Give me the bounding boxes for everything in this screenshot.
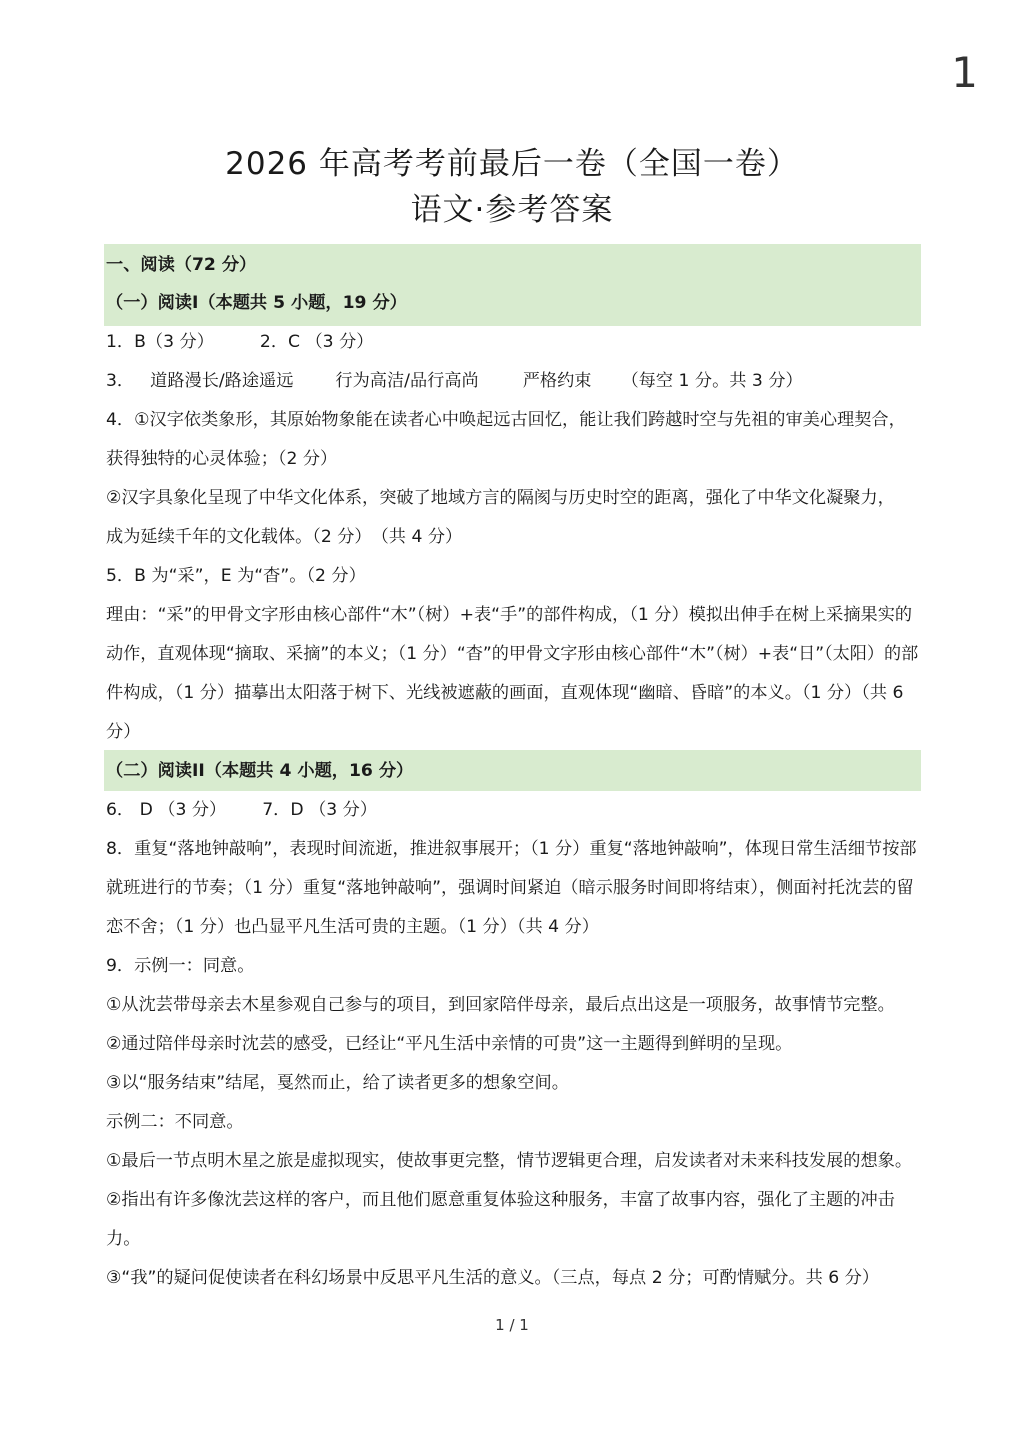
answer-q4-line: 4．①汉字依类象形，其原始物象能在读者心中唤起远古回忆，能让我们跨越时空与先祖的审美心理契合，	[106, 410, 906, 430]
corner-page-number: 1	[951, 48, 978, 97]
answer-q3-number: 3．	[106, 371, 135, 391]
answer-q9-line: 力。	[106, 1229, 141, 1249]
answer-q4-line: 获得独特的心灵体验；（2 分）	[106, 449, 338, 469]
answer-q5-line: 理由：“采”的甲骨文字形由核心部件“木”（树）+表“手”的部件构成，（1 分）模拟出伸手在树上采摘果实的	[106, 605, 913, 625]
answer-q8-line: 恋不舍；（1 分）也凸显平凡生活可贵的主题。（1 分）（共 4 分）	[106, 917, 599, 937]
answer-q3-blank-3: 严格约束	[522, 371, 592, 391]
answer-q5-line: 件构成，（1 分）描摹出太阳落于树下、光线被遮蔽的画面，直观体现“幽暗、昏暗”的本义。（1 分）（共 6	[106, 683, 904, 703]
answer-q9-line: 9．示例一：同意。	[106, 956, 255, 976]
document-title: 2026 年高考考前最后一卷（全国一卷）	[225, 146, 799, 182]
answer-q5-line: 分）	[106, 722, 141, 742]
answer-q9-line: ②通过陪伴母亲时沈芸的感受，已经让“平凡生活中亲情的可贵”这一主题得到鲜明的呈现。	[106, 1034, 793, 1054]
answer-q3-blank-1: 道路漫长/路途遥远	[150, 371, 294, 391]
answer-q4-line: ②汉字具象化呈现了中华文化体系，突破了地域方言的隔阂与历史时空的距离，强化了中华文化凝聚力，	[106, 488, 895, 508]
answer-q5-line: 动作，直观体现“摘取、采摘”的本义；（1 分）“杳”的甲骨文字形由核心部件“木”（树）+表“日”（太阳）的部	[106, 644, 919, 664]
answer-q1: 1．B（3 分）	[106, 332, 214, 352]
answer-q1-q2	[106, 331, 373, 353]
page-footer-number: 1 / 1	[495, 1316, 529, 1334]
answer-q9-line: ③以“服务结束”结尾，戛然而止，给了读者更多的想象空间。	[106, 1073, 569, 1093]
answer-q9-line: ②指出有许多像沈芸这样的客户，而且他们愿意重复体验这种服务，丰富了故事内容，强化了主题的冲击	[106, 1190, 895, 1210]
answer-q3-blank-2: 行为高洁/品行高尚	[335, 371, 479, 391]
answer-q5-line: 5．B 为“采”，E 为“杳”。（2 分）	[106, 566, 366, 586]
answer-q9-line: 示例二：不同意。	[106, 1112, 244, 1132]
section-heading-reading-2: （二）阅读II（本题共 4 小题，16 分）	[106, 761, 414, 781]
document-subtitle: 语文·参考答案	[410, 192, 614, 228]
answer-q6: 6． D （3 分）	[106, 800, 227, 820]
answer-q7: 7．D （3 分）	[262, 800, 378, 820]
answer-q9-line: ①从沈芸带母亲去木星参观自己参与的项目，到回家陪伴母亲，最后点出这是一项服务，故事情节完整。	[106, 995, 895, 1015]
answer-q6-q7	[106, 799, 377, 821]
answer-q8-line: 就班进行的节奏；（1 分）重复“落地钟敲响”，强调时间紧迫（暗示服务时间即将结束），侧面衬托沈芸的留	[106, 878, 914, 898]
answer-q4-line: 成为延续千年的文化载体。（2 分） （共 4 分）	[106, 527, 463, 547]
answer-q9-line: ③“我”的疑问促使读者在科幻场景中反思平凡生活的意义。（三点，每点 2 分；可酌情赋分。共 6 分）	[106, 1268, 880, 1288]
answer-q3	[106, 370, 803, 392]
answer-q3-score: （每空 1 分。共 3 分）	[621, 371, 803, 391]
section-heading-reading-1: （一）阅读I（本题共 5 小题，19 分）	[106, 293, 407, 313]
answer-q8-line: 8．重复“落地钟敲响”，表现时间流逝，推进叙事展开；（1 分）重复“落地钟敲响”，体现日常生活细节按部	[106, 839, 917, 859]
answer-q9-line: ①最后一节点明木星之旅是虚拟现实，使故事更完整，情节逻辑更合理，启发读者对未来科技发展的想象。	[106, 1151, 913, 1171]
answer-q2: 2．C （3 分）	[259, 332, 374, 352]
section-heading-reading: 一、阅读（72 分）	[106, 255, 257, 275]
